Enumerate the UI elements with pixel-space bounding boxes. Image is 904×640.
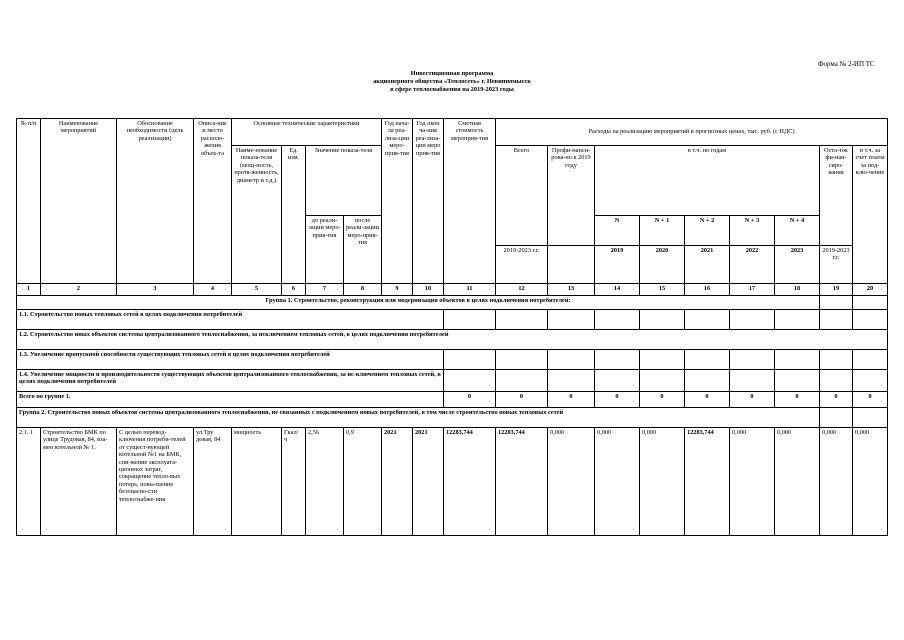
col-number: 20 <box>853 284 888 296</box>
total-value: 0 <box>496 392 548 408</box>
empty-cell <box>496 310 548 330</box>
col-number: 3 <box>117 284 194 296</box>
row-total: 12283,744 <box>496 428 548 536</box>
empty-cell <box>775 310 820 330</box>
total-value: 0 <box>548 392 595 408</box>
hdr-financed: Профи-нанси-рова-но к 2019 году <box>548 146 595 246</box>
section-1-2: 1.2. Строительство иных объектов системы централизованного теплоснабжения, за исключением тепловых сетей, в целях подключения потребителей <box>17 330 888 350</box>
row-param: мощность <box>232 428 282 536</box>
col-number: 17 <box>730 284 775 296</box>
hdr-year-start: Год нача-ла реа-лиза-ции меро-прия-тия <box>382 119 413 284</box>
title-line-1: Инвестиционная программа <box>410 70 494 77</box>
document-title <box>0 70 904 94</box>
empty-cell <box>548 310 595 330</box>
empty-cell <box>444 370 496 392</box>
col-number: 16 <box>685 284 730 296</box>
empty-cell <box>820 408 853 428</box>
row-year-start: 2021 <box>382 428 413 536</box>
group1-total-label: Всего по группе 1. <box>17 392 444 408</box>
empty-cell <box>685 350 730 370</box>
empty-cell <box>640 310 685 330</box>
hdr-name: Наименование мероприятий <box>41 119 117 284</box>
empty-cell <box>820 350 853 370</box>
row-2021: 12283,744 <box>685 428 730 536</box>
hdr-n4: N + 4 <box>775 216 820 246</box>
group2-heading: Группа 2. Строительство новых объектов системы централизованного теплоснабжения, не связанных с подключением новых потребителей, в том числе строительство новых тепловых сетей <box>17 408 820 428</box>
row-location: ул.Тру довая, 84 <box>194 428 232 536</box>
col-number: 9 <box>382 284 413 296</box>
row-incl-fee: 0,000 <box>853 428 888 536</box>
empty-cell <box>820 310 853 330</box>
total-value: 0 <box>595 392 640 408</box>
hdr-by-years: в т.ч. по годам <box>595 146 820 216</box>
col-number: 13 <box>548 284 595 296</box>
section-1-1: 1.1. Строительство новых тепловых сетей в целях подключения потребителей <box>17 310 444 330</box>
hdr-after: после реали-зации меро-прия-тия <box>344 216 382 284</box>
empty-cell <box>853 350 888 370</box>
hdr-year-2019: 2019 <box>595 246 640 284</box>
empty-cell <box>775 370 820 392</box>
title-line-2: акционерного общества «Теплосеть» г. Невинномысск <box>373 78 531 85</box>
col-number: 4 <box>194 284 232 296</box>
hdr-cost: Сметная стоимость мероприя-тия <box>444 119 496 284</box>
row-2022: 0,000 <box>730 428 775 536</box>
row-2023: 0,000 <box>775 428 820 536</box>
hdr-n1: N + 1 <box>640 216 685 246</box>
total-value: 0 <box>640 392 685 408</box>
table-row <box>17 428 888 536</box>
hdr-year-2022: 2022 <box>730 246 775 284</box>
group1-heading: Группа 1. Строительство, реконструкция или модернизация объектов в целях подключения потребителей: <box>17 296 820 310</box>
row-cost: 12283,744 <box>444 428 496 536</box>
empty-cell <box>444 310 496 330</box>
empty-cell <box>496 350 548 370</box>
empty-cell <box>595 310 640 330</box>
hdr-year-2020: 2020 <box>640 246 685 284</box>
col-number: 18 <box>775 284 820 296</box>
empty-cell <box>775 350 820 370</box>
empty-cell <box>730 370 775 392</box>
row-num: 2.1. 1 <box>17 428 41 536</box>
col-number: 14 <box>595 284 640 296</box>
col-number: 10 <box>413 284 444 296</box>
hdr-remaining: Оста-ток фи-нан-сиро-вания <box>820 146 853 246</box>
col-number: 6 <box>282 284 306 296</box>
row-after: 0,9 <box>344 428 382 536</box>
col-number: 5 <box>232 284 282 296</box>
col-number: 8 <box>344 284 382 296</box>
total-value: 0 <box>820 392 853 408</box>
row-name: Строительство БМК по улице Трудовая, 84, вза-мен котельной № 1. <box>41 428 117 536</box>
hdr-n3: N + 3 <box>730 216 775 246</box>
empty-cell <box>685 310 730 330</box>
section-1-3: 1.3. Увеличение пропускной способности существующих тепловых сетей в целях подключения потребителей <box>17 350 444 370</box>
total-value: 0 <box>730 392 775 408</box>
total-value: 0 <box>853 392 888 408</box>
hdr-n0: N <box>595 216 640 246</box>
hdr-year-end: Год окон ча-ния реа-лиза-ции меро прия-тия <box>413 119 444 284</box>
group1-total-row <box>17 392 888 408</box>
row-2019: 0,000 <box>595 428 640 536</box>
hdr-total: Всего <box>496 146 548 246</box>
hdr-num: № п/п <box>17 119 41 284</box>
empty-cell <box>595 350 640 370</box>
row-before: 2,56 <box>306 428 344 536</box>
hdr-expenses: Расходы на реализацию мероприятий в прогнозных ценах, тыс. руб. (с НДС) <box>496 119 888 146</box>
col-number: 19 <box>820 284 853 296</box>
hdr-rem-period: 2019-2023 г.г. <box>820 246 853 284</box>
hdr-basis: Обоснование необходимости (цель реализации) <box>117 119 194 284</box>
col-number: 2 <box>41 284 117 296</box>
hdr-incl-fee: в т.ч. за счет платы за под-клю-чение <box>853 146 888 284</box>
column-numbers-row <box>17 284 888 296</box>
empty-cell <box>595 370 640 392</box>
empty-cell <box>548 370 595 392</box>
row-unit: Гкал/ ч <box>282 428 306 536</box>
empty-cell <box>640 370 685 392</box>
total-value: 0 <box>685 392 730 408</box>
empty-cell <box>820 296 853 310</box>
hdr-value: Значение показа-теля <box>306 146 382 216</box>
empty-cell <box>548 350 595 370</box>
empty-cell <box>853 370 888 392</box>
empty-cell <box>640 350 685 370</box>
row-remaining: 0,000 <box>820 428 853 536</box>
form-label: Форма № 2-ИП ТС <box>818 60 875 68</box>
hdr-before: до реали-зации меро-прия-тия <box>306 216 344 284</box>
hdr-year-2023: 2023 <box>775 246 820 284</box>
col-number: 1 <box>17 284 41 296</box>
empty-cell <box>685 370 730 392</box>
hdr-financed-empty <box>548 246 595 284</box>
col-number: 7 <box>306 284 344 296</box>
hdr-unit: Ед. изм. <box>282 146 306 284</box>
hdr-tech: Основные технические характеристики <box>232 119 382 146</box>
section-1-4: 1.4. Увеличение мощности и производительности существующих объектов централизованного теплоснабжения, за ис-ключением тепловых сетей, в целях подключения потребителей <box>17 370 444 392</box>
hdr-n2: N + 2 <box>685 216 730 246</box>
empty-cell <box>730 310 775 330</box>
hdr-year-2021: 2021 <box>685 246 730 284</box>
empty-cell <box>496 370 548 392</box>
hdr-total-period: 2019-2023 г.г. <box>496 246 548 284</box>
col-number: 11 <box>444 284 496 296</box>
empty-cell <box>853 296 888 310</box>
title-line-3: в сфере теплоснабжения на 2019-2023 годы <box>390 86 514 93</box>
row-financed: 0,000 <box>548 428 595 536</box>
col-number: 15 <box>640 284 685 296</box>
col-number: 12 <box>496 284 548 296</box>
hdr-location: Описа-ние и место располо-жения объек-та <box>194 119 232 284</box>
empty-cell <box>853 408 888 428</box>
empty-cell <box>444 350 496 370</box>
row-basis: С целью перевод-ключения потреби-телей от сущест-вующей котельной №1 на БМК, сни-жение эксплуата-ционных затрат, сокращение тепло-вых потерь, повы-шение безопасно-сти теплоснабже-ния <box>117 428 194 536</box>
row-year-end: 2021 <box>413 428 444 536</box>
total-value: 0 <box>775 392 820 408</box>
empty-cell <box>730 350 775 370</box>
empty-cell <box>820 370 853 392</box>
investment-table <box>16 118 888 536</box>
total-value: 0 <box>444 392 496 408</box>
row-2020: 0,000 <box>640 428 685 536</box>
empty-cell <box>853 310 888 330</box>
hdr-tech-name: Наиме-нование показа-теля (мощ-ность, протя-женность, диаметр и т.д.) <box>232 146 282 284</box>
